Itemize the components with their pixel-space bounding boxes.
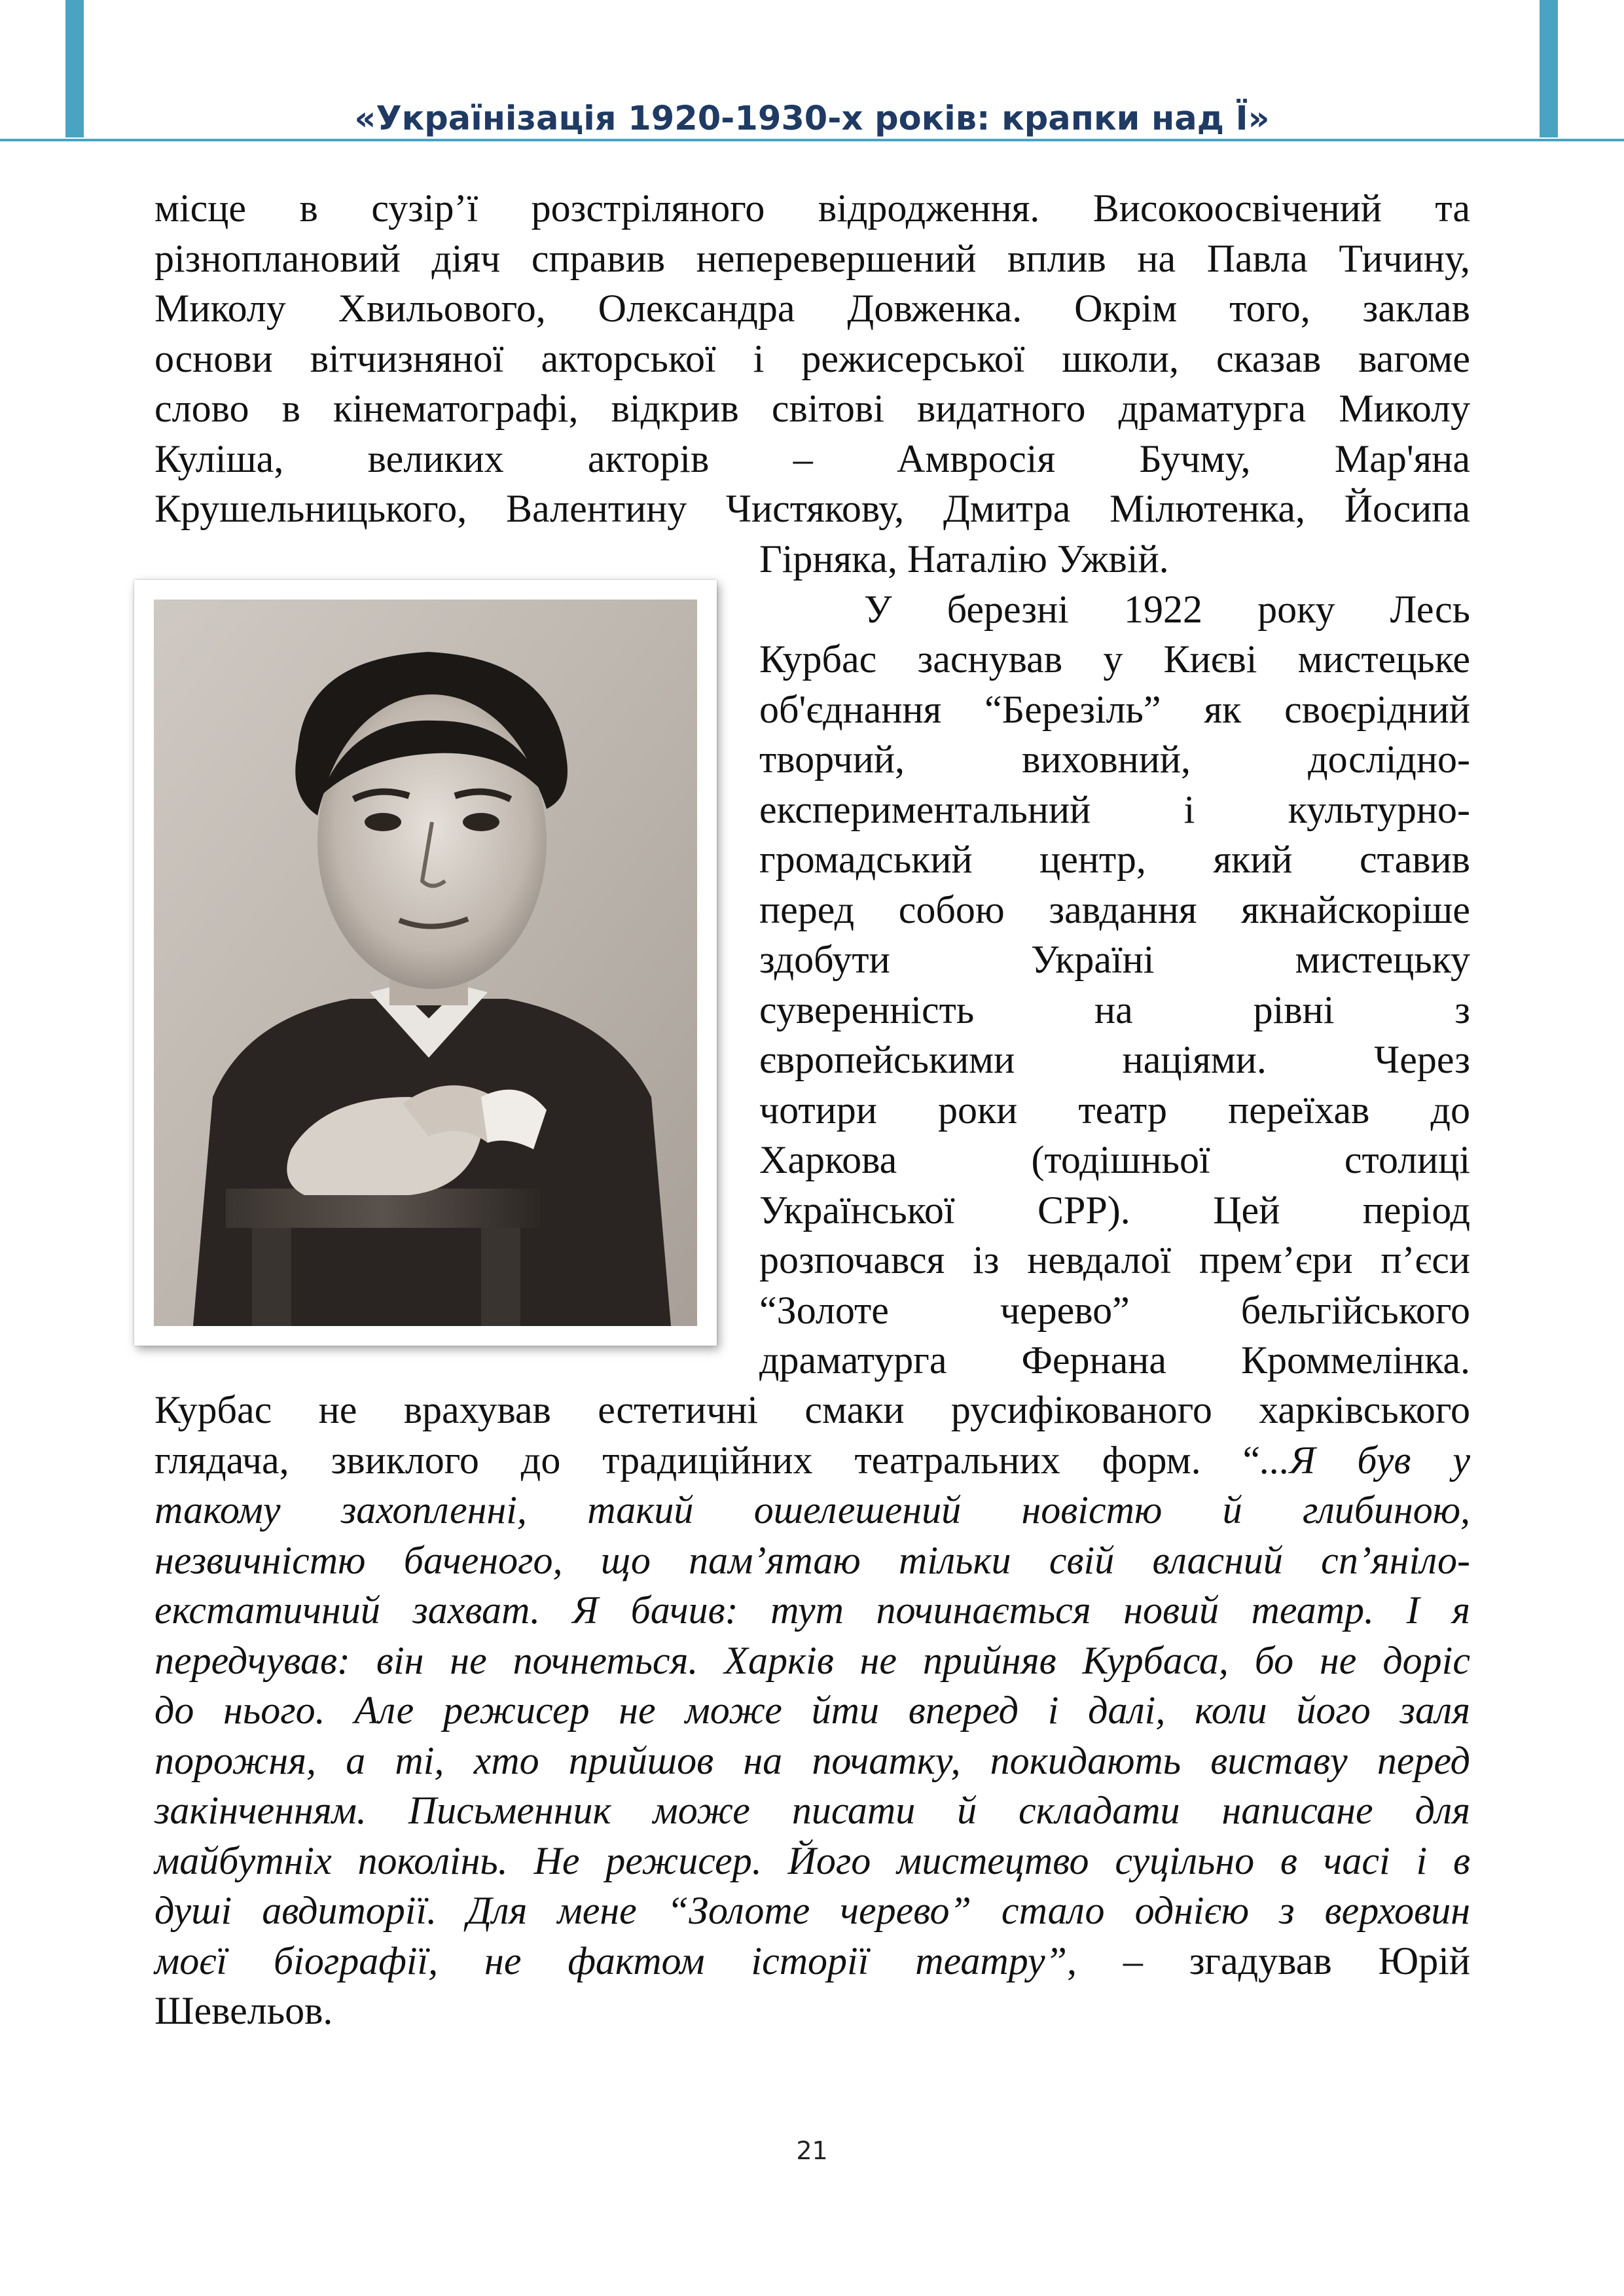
text-line: У березні 1922 року Лесь [864,587,1470,631]
text-run: глядача, звиклого до традиційних театральних форм. “ [154,1438,1261,1482]
text-line: “Золоте черево” бельгійського [759,1288,1470,1332]
text-line: громадський центр, який ставив [759,838,1470,881]
text-line: слово в кінематографі, відкрив світові видатного драматурга Миколу [154,387,1470,430]
text-line: Гірняка, Наталію Ужвій. [759,537,1169,581]
quote-run: моєї біографії, не фактом історії театру” [154,1939,1067,1982]
text-line: здобути Україні мистецьку [759,938,1470,981]
quote-line: екстатичний захват. Я бачив: тут починається новий театр. І я [154,1588,1470,1632]
quote-line: закінченням. Письменник може писати й складати написане для [154,1789,1470,1832]
text-line: Крушельницького, Валентину Чистякову, Дмитра Мілютенка, Йосипа [154,487,1470,530]
paragraph-bottom [154,1385,1470,2036]
text-line: перед собою завдання якнайскоріше [759,888,1470,931]
text-line: об'єднання “Березіль” як своєрідний [759,687,1470,731]
text-line: різноплановий діяч справив неперевершений вплив на Павла Тичину, [154,236,1470,280]
text-line: європейськими націями. Через [759,1038,1470,1081]
quote-line: майбутніх поколінь. Не режисер. Його мистецтво суцільно в часі і в [154,1839,1470,1882]
paragraph-side [759,534,1470,1386]
text-line: експериментальний і культурно- [759,787,1470,831]
quote-line: душі авдиторії. Для мене “Золоте черево” стало однією з верховин [154,1889,1470,1932]
portrait-photo-frame [134,580,717,1346]
text-line: суверенність на рівні з [759,988,1470,1031]
quote-line: до нього. Але режисер не може йти вперед і далі, коли його заля [154,1689,1470,1732]
quote-line: незвичністю баченого, що пам’ятаю тільки свій власний сп’яніло- [154,1538,1470,1582]
text-line-mixed [154,1435,1470,1486]
text-line: Шевельов. [154,1989,333,2032]
quote-run: ...Я був у [1260,1438,1471,1482]
text-line: Миколу Хвильового, Олександра Довженка. Окрім того, заклав [154,287,1470,330]
text-line: місце в сузір’ї розстріляного відродження. Високоосвічений та [154,187,1470,230]
text-line: розпочався із невдалої прем’єри п’єси [759,1238,1470,1282]
text-line: основи вітчизняної акторської і режисерської школи, сказав вагоме [154,336,1470,380]
quote-line: такому захопленні, такий ошелешений новістю й глибиною, [154,1488,1470,1532]
text-line: драматурга Фернана Кроммелінка. [759,1338,1470,1382]
text-line: Куліша, великих акторів – Амвросія Бучму, Мар'яна [154,437,1470,480]
text-run: , – згадував Юрій [1066,1939,1470,1982]
portrait-photo [154,600,697,1326]
text-line: творчий, виховний, дослідно- [759,738,1470,781]
text-line: Курбас заснував у Києві мистецьке [759,637,1470,681]
quote-line: порожня, а ті, хто прийшов на початку, покидають виставу перед [154,1738,1470,1782]
text-line: Курбас не врахував естетичні смаки русифікованого харківського [154,1388,1470,1431]
text-line: Харкова (тодішньої столиці [759,1138,1470,1181]
text-line: Української СРР). Цей період [759,1188,1470,1232]
header-divider [0,139,1624,141]
text-line: чотири роки театр переїхав до [759,1088,1470,1132]
text-line-mixed [154,1936,1470,1986]
quote-line: передчував: він не почнеться. Харків не прийняв Курбаса, бо не доріс [154,1638,1470,1682]
page-number: 21 [796,2136,828,2165]
page-header-title: «Українізація 1920-1930-х років: крапки над Ї» [354,99,1270,138]
paragraph-top [154,183,1470,534]
